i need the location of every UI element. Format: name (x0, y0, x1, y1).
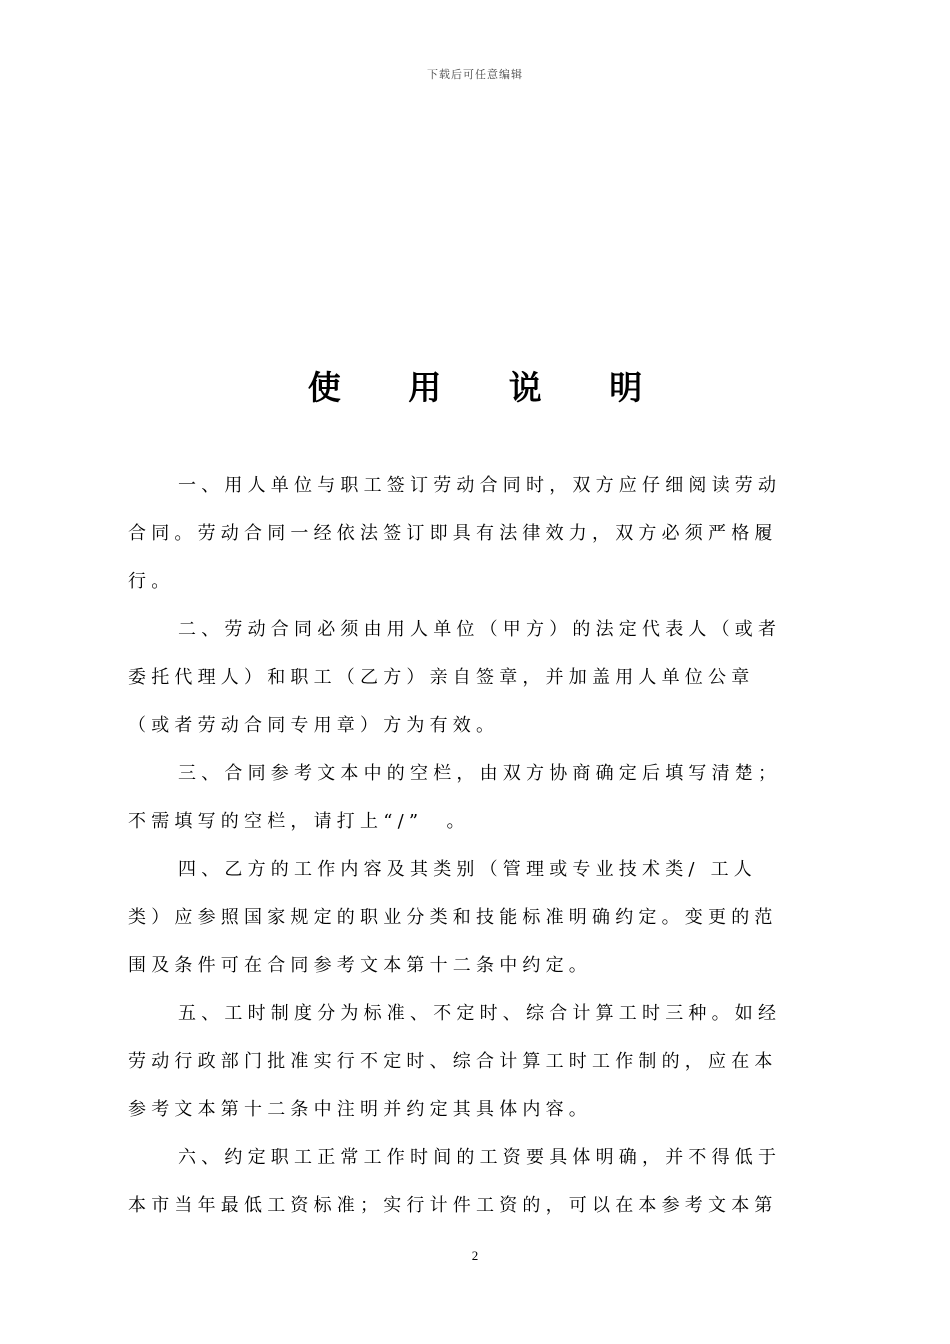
paragraph-4-line-2: 类）应参照国家规定的职业分类和技能标准明确约定。变更的范 (128, 907, 778, 928)
page-number: 2 (471, 1248, 479, 1263)
paragraph-2-line-1: 二、劳动合同必须由用人单位（甲方）的法定代表人（或者 (178, 619, 782, 640)
instructions-body (128, 462, 828, 1230)
paragraph-3-line-2: 不需填写的空栏，请打上“/” 。 (128, 811, 470, 832)
paragraph-6-line-2: 本市当年最低工资标准；实行计件工资的，可以在本参考文本第 (128, 1195, 778, 1216)
page-title: 使 用 说 明 (307, 368, 671, 407)
paragraph-4-line-1: 四、乙方的工作内容及其类别（管理或专业技术类/ 工人 (178, 859, 757, 880)
paragraph-5-line-1: 五、工时制度分为标准、不定时、综合计算工时三种。如经 (178, 1003, 782, 1024)
paragraph-5-line-3: 参考文本第十二条中注明并约定其具体内容。 (128, 1099, 592, 1120)
paragraph-3-line-1: 三、合同参考文本中的空栏，由双方协商确定后填写清楚； (178, 763, 782, 784)
paragraph-6-line-1: 六、约定职工正常工作时间的工资要具体明确，并不得低于 (178, 1147, 782, 1168)
paragraph-2-line-2: 委托代理人）和职工（乙方）亲自签章，并加盖用人单位公章 (128, 667, 755, 688)
paragraph-2-line-3: （或者劳动合同专用章）方为有效。 (128, 715, 500, 736)
paragraph-5-line-2: 劳动行政部门批准实行不定时、综合计算工时工作制的，应在本 (128, 1051, 778, 1072)
paragraph-1-line-3: 行。 (128, 571, 175, 592)
paragraph-4-line-3: 围及条件可在合同参考文本第十二条中约定。 (128, 955, 592, 976)
header-note: 下载后可任意编辑 (427, 68, 523, 81)
paragraph-1-line-2: 合同。劳动合同一经依法签订即具有法律效力，双方必须严格履 (128, 523, 778, 544)
paragraph-1-line-1: 一、用人单位与职工签订劳动合同时，双方应仔细阅读劳动 (178, 475, 782, 496)
